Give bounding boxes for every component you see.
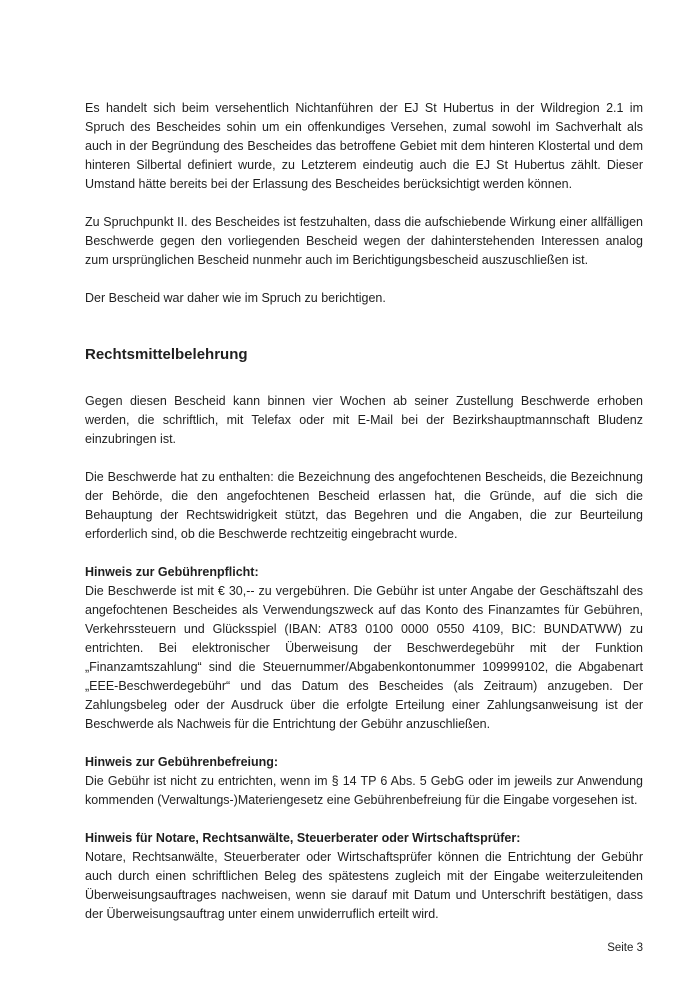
paragraph-gebuehrenbefreiung: Die Gebühr ist nicht zu entrichten, wenn im § 14 TP 6 Abs. 5 GebG oder im jeweils zur Anwendung kommenden (Verwaltungs-)Materiengesetz eine Gebührenbefreiung für die Eingabe vorgesehen ist.: [85, 774, 643, 807]
section-heading-rechtsmittelbelehrung: Rechtsmittelbelehrung: [85, 346, 248, 363]
paragraph-beschwerde-frist: Gegen diesen Bescheid kann binnen vier Wochen ab seiner Zustellung Beschwerde erhoben werden, die schriftlich, mit Telefax oder mit E-Mail bei der Bezirkshauptmannschaft Bludenz einzubringen ist.: [85, 394, 643, 446]
section-notare-hinweis: [85, 829, 643, 924]
page-number: Seite 3: [607, 942, 643, 954]
subheading-gebuehrenpflicht: Hinweis zur Gebührenpflicht:: [85, 565, 259, 579]
subheading-notare-hinweis: Hinweis für Notare, Rechtsanwälte, Steuerberater oder Wirtschaftsprüfer:: [85, 831, 521, 845]
paragraph-spruchpunkt-2: Zu Spruchpunkt II. des Bescheides ist festzuhalten, dass die aufschiebende Wirkung einer allfälligen Beschwerde gegen den vorliegenden Bescheid wegen der dahinterstehenden Interessen analog zum ursprünglichen Bescheid nunmehr auch im Berichtigungsbescheid auszuschließen ist.: [85, 215, 643, 267]
subheading-gebuehrenbefreiung: Hinweis zur Gebührenbefreiung:: [85, 755, 279, 769]
section-gebuehrenbefreiung: [85, 753, 643, 810]
paragraph-conclusion: Der Bescheid war daher wie im Spruch zu berichtigen.: [85, 291, 386, 305]
paragraph-correction-reason: Es handelt sich beim versehentlich Nichtanführen der EJ St Hubertus in der Wildregion 2.1 im Spruch des Bescheides sohin um ein offenkundiges Versehen, zumal sowohl im Sachverhalt als auch in der Begründung des Bescheides das betroffene Gebiet mit dem hinteren Klostertal und dem hinteren Silbertal definiert wurde, zu Letzterem eindeutig auch die EJ St Hubertus zählt. Dieser Umstand hätte bereits bei der Erlassung des Bescheides berücksichtigt werden können.: [85, 101, 643, 191]
paragraph-gebuehrenpflicht: Die Beschwerde ist mit € 30,-- zu vergebühren. Die Gebühr ist unter Angabe der Geschäftszahl des angefochtenen Bescheides als Verwendungszweck auf das Konto des Finanzamtes für Gebühren, Verkehrssteuern und Glücksspiel (IBAN: AT83 0100 0000 0550 4109, BIC: BUNDATWW) zu entrichten. Bei elektronischer Überweisung der Beschwerdegebühr mit der Funktion „Finanzamtszahlung“ sind die Steuernummer/Abgabenkontonummer 109999102, die Abgabenart „EEE-Beschwerdegebühr“ und das Datum des Bescheides (als Zeitraum) anzugeben. Der Zahlungsbeleg oder der Ausdruck über die erfolgte Erteilung einer Zahlungsanweisung ist der Beschwerde als Nachweis für die Entrichtung der Gebühr anzuschließen.: [85, 584, 643, 731]
paragraph-beschwerde-inhalt: Die Beschwerde hat zu enthalten: die Bezeichnung des angefochtenen Bescheids, die Bezeichnung der Behörde, die den angefochtenen Bescheid erlassen hat, die Gründe, auf die sich die Behauptung der Rechtswidrigkeit stützt, das Begehren und die Angaben, die zur Beurteilung erforderlich sind, ob die Beschwerde rechtzeitig eingebracht wurde.: [85, 470, 643, 541]
paragraph-notare-hinweis: Notare, Rechtsanwälte, Steuerberater oder Wirtschaftsprüfer können die Entrichtung der Gebühr auch durch einen schriftlichen Beleg des spätestens zugleich mit der Eingabe weiterzuleitenden Überweisungsauftrages nachweisen, wenn sie darauf mit Datum und Unterschrift bestätigen, dass der Überweisungsauftrag unter einem unwiderruflich erteilt wird.: [85, 850, 643, 921]
section-gebuehrenpflicht: [85, 563, 643, 734]
